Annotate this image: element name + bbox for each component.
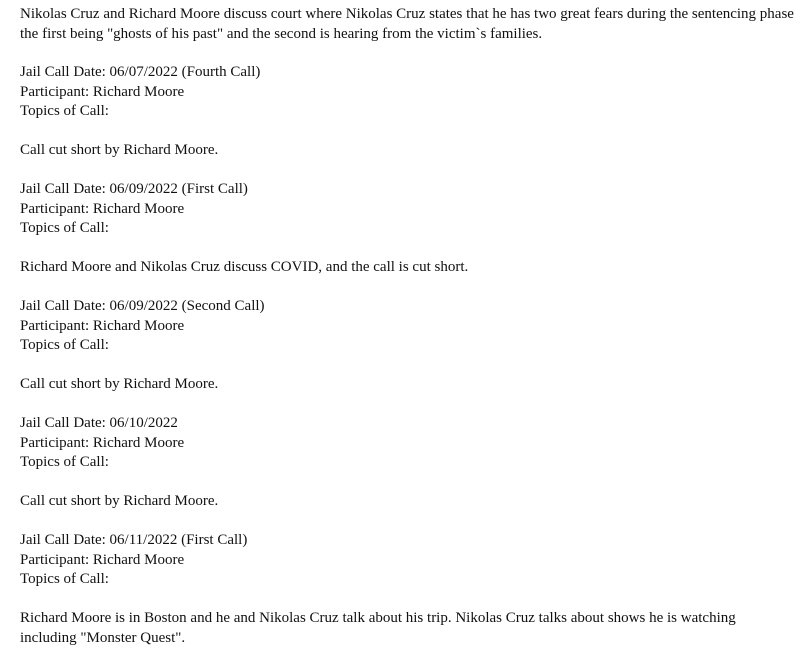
call-date-line: Jail Call Date: 06/09/2022 (Second Call) <box>20 298 265 314</box>
call-date-line: Jail Call Date: 06/11/2022 (First Call) <box>20 532 248 548</box>
call-entry-meta <box>20 297 795 356</box>
call-date-line: Jail Call Date: 06/09/2022 (First Call) <box>20 181 248 197</box>
call-entry-meta <box>20 414 795 473</box>
participant-line: Participant: Richard Moore <box>20 200 185 217</box>
intro-paragraph: Nikolas Cruz and Richard Moore discuss court where Nikolas Cruz states that he has two great fears during the sentencing phase the first being "ghosts of his past" and the second is hearing from the victim`s families. <box>20 6 794 42</box>
participant-line: Participant: Richard Moore <box>20 551 185 568</box>
topics-label: Topics of Call: <box>20 103 109 119</box>
call-summary: Call cut short by Richard Moore. <box>20 142 219 158</box>
call-entry-meta <box>20 180 795 239</box>
call-date-line: Jail Call Date: 06/10/2022 <box>20 415 178 431</box>
participant-line: Participant: Richard Moore <box>20 317 185 334</box>
call-entry <box>20 180 795 278</box>
call-summary: Call cut short by Richard Moore. <box>20 493 219 509</box>
call-date-line: Jail Call Date: 06/07/2022 (Fourth Call) <box>20 64 261 80</box>
call-entry <box>20 531 795 648</box>
call-entry-meta <box>20 531 795 590</box>
topics-label: Topics of Call: <box>20 337 109 353</box>
call-entry-meta <box>20 63 795 122</box>
participant-line: Participant: Richard Moore <box>20 434 185 451</box>
call-summary: Richard Moore and Nikolas Cruz discuss COVID, and the call is cut short. <box>20 259 469 275</box>
call-summary: Call cut short by Richard Moore. <box>20 376 219 392</box>
call-entry <box>20 414 795 512</box>
participant-line: Participant: Richard Moore <box>20 83 185 100</box>
call-entry <box>20 63 795 161</box>
call-entry <box>20 297 795 395</box>
call-summary: Richard Moore is in Boston and he and Nikolas Cruz talk about his trip. Nikolas Cruz talks about shows he is watching including "Monster Quest". <box>20 610 736 646</box>
topics-label: Topics of Call: <box>20 571 109 587</box>
document-page <box>20 5 795 668</box>
topics-label: Topics of Call: <box>20 220 109 236</box>
topics-label: Topics of Call: <box>20 454 109 470</box>
